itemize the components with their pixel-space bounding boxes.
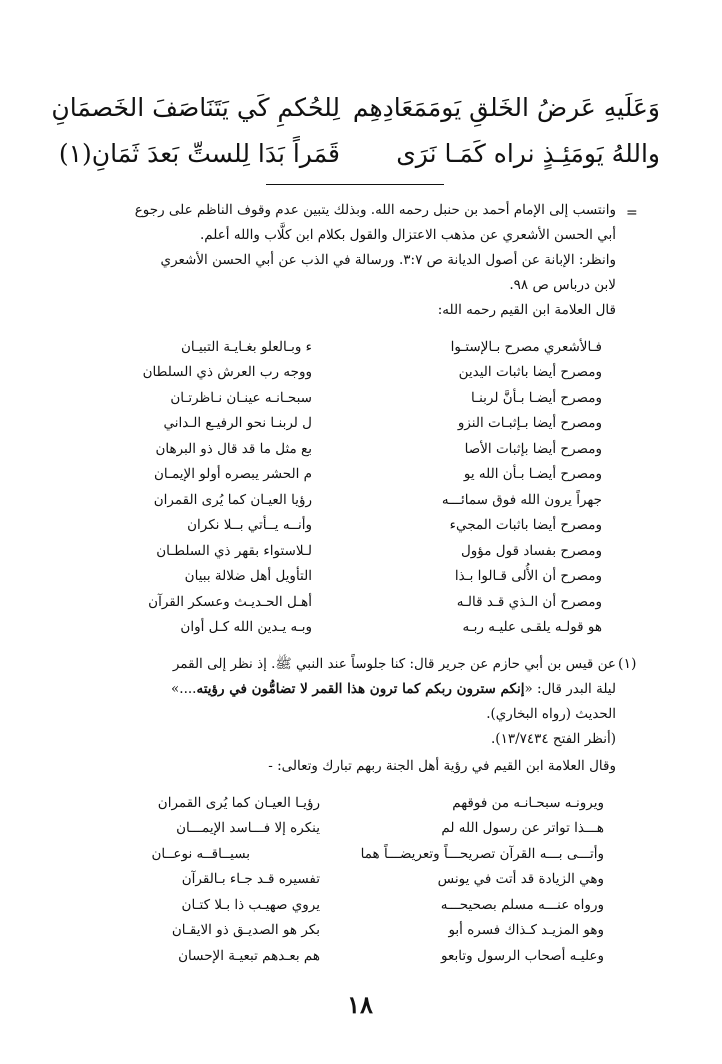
couplet — [100, 816, 604, 842]
couplet-first: ومصرح أيضـا بـأنَّ لربنـا — [471, 389, 602, 406]
couplet-first: فـالأشعري مصرح بـالإستـوا — [450, 338, 602, 355]
poem-ibn-qayyim-1 — [92, 334, 602, 640]
footnote-hadith-line — [76, 677, 616, 702]
couplet-second: رؤيا العيـان كما يُرى القمران — [153, 491, 312, 508]
couplet — [100, 943, 604, 969]
footnote-separator — [266, 184, 444, 185]
couplet-first: وهو المزيـد كـذاك فسره أبو — [448, 922, 604, 939]
couplet — [92, 436, 602, 462]
couplet-second: بسيــاقــه نوعــان — [151, 845, 250, 862]
hadith-quote-end: ....» — [171, 681, 197, 697]
footnote-line: لابن درباس ص ٩٨. — [509, 277, 616, 293]
footnote-line: وقال العلامة ابن القيم في رؤية أهل الجنة ربهم تبارك وتعالى: - — [268, 758, 616, 774]
footnote-line: قال العلامة ابن القيم رحمه الله: — [437, 302, 616, 318]
footnote-continuation-mark: = — [626, 205, 638, 221]
couplet — [92, 538, 602, 564]
couplet — [92, 564, 602, 590]
couplet-second: بع مثل ما قد قال ذو البرهان — [155, 440, 312, 457]
couplet — [100, 867, 604, 893]
couplet — [92, 411, 602, 437]
main-poem — [51, 84, 660, 176]
couplet-first: ومصرح أيضا بإثبات الأصا — [464, 440, 602, 457]
couplet — [92, 615, 602, 641]
footnote-continued — [76, 198, 616, 323]
footnote-line: أبي الحسن الأشعري عن مذهب الاعتزال والقول بكلام ابن كلَّاب والله أعلم. — [199, 227, 616, 243]
couplet-first: ومصرح أن الـذي قـد قالـه — [456, 593, 602, 610]
couplet-second: ينكره إلا فـــاسد الإيمـــان — [176, 820, 320, 837]
verse-first-hemistich: واللهُ يَومَئِـذٍ نراه كَمَـا نَرَى — [396, 138, 660, 168]
verse-second-hemistich: قَمَراً بَدَا لِلستِّ بَعدَ ثَمَانِ(١) — [58, 138, 340, 168]
page-number: ١٨ — [347, 990, 373, 1019]
couplet-second: وبـه يـدين الله كـل أوان — [180, 619, 312, 636]
couplet-first: ومصرح أيضا باثبات اليدين — [458, 364, 602, 381]
couplet — [100, 892, 604, 918]
couplet-second: وأنــه يــأتي بــلا نكران — [187, 517, 312, 534]
couplet-second: يروي صهيـب ذا بـلا كتـان — [181, 896, 320, 913]
couplet-first: ويرونـه سبحـانـه من فوقهم — [452, 794, 604, 811]
poem-ibn-qayyim-2 — [100, 790, 604, 969]
couplet — [92, 334, 602, 360]
verse-second-hemistich: لِلحُكمِ كَي يَتَنَاصَفَ الخَصمَانِ — [51, 92, 340, 122]
footnote-line: وانتسب إلى الإمام أحمد بن حنبل رحمه الله. وبذلك يتبين عدم وقوف الناظم على رجوع — [134, 202, 616, 218]
hadith-quote: إنكم سترون ربكم كما ترون هذا القمر لا تضامُّون في رؤيته — [196, 681, 525, 697]
couplet — [92, 487, 602, 513]
couplet-first: هـــذا تواتر عن رسول الله لم — [441, 820, 604, 837]
couplet-first: وهي الزيادة قد أتت في يونس — [437, 871, 604, 888]
main-verse — [60, 130, 660, 176]
couplet-first: ومصرح أيضا بـإثبـات النزو — [457, 415, 602, 432]
couplet-first: هو قولـه يلقـى عليـه ربـه — [462, 619, 602, 636]
couplet — [92, 462, 602, 488]
footnote-line: الحديث (رواه البخاري). — [486, 706, 616, 722]
couplet-second: تفسيره قـد جـاء بـالقرآن — [181, 871, 320, 888]
couplet — [92, 589, 602, 615]
couplet-second: أهـل الحـديـث وعسكر القرآن — [148, 593, 312, 610]
footnote-line: عن قيس بن أبي حازم عن جرير قال: كنا جلوساً عند النبي ﷺ. إذ نظر إلى القمر — [172, 656, 616, 672]
couplet — [100, 918, 604, 944]
couplet-first: ومصرح أن الأُلى قـالوا بـذا — [454, 568, 602, 585]
couplet-second: سبحـانـه عينـان نـاظرتـان — [170, 389, 312, 406]
main-verse — [51, 84, 660, 130]
couplet-second: م الحشر يبصره أولو الإيمـان — [153, 466, 312, 483]
verse-first-hemistich: وَعَلَيهِ عَرضُ الخَلقِ يَومَمَعَادِهِم — [352, 92, 660, 122]
couplet — [92, 360, 602, 386]
couplet-first: ومصرح أيضا باثبات المجيء — [449, 517, 602, 534]
couplet-first: ورواه عنـــه مسلم بصحيحـــه — [440, 896, 604, 913]
couplet-first: ومصرح أيضـا بـأن الله يو — [463, 466, 602, 483]
footnote-1 — [76, 652, 616, 779]
couplet — [92, 513, 602, 539]
couplet-second: التأويل أهل ضلالة ببيان — [184, 568, 312, 585]
couplet-second: هم بعـدهم تبعيـة الإحسان — [178, 947, 320, 964]
couplet — [100, 790, 604, 816]
couplet-second: رؤيـا العيـان كما يُرى القمران — [157, 794, 320, 811]
footnote-line: (أنظر الفتح ١٣/٧٤٣٤). — [491, 731, 616, 747]
couplet-first: وعليـه أصحاب الرسول وتابعو — [441, 947, 604, 964]
hadith-intro: ليلة البدر قال: « — [524, 681, 616, 697]
couplet-second: ووجه رب العرش ذي السلطان — [142, 364, 312, 381]
couplet-second: ل لربنـا نحو الرفيـع الـداني — [163, 415, 312, 432]
couplet-second: ء وبـالعلو بغـايـة التبيـان — [181, 338, 312, 355]
couplet-first: وأتـــى بـــه القرآن تصريحـــاً وتعريضـــاً هما — [360, 845, 604, 862]
couplet — [92, 385, 602, 411]
couplet — [100, 841, 604, 867]
couplet-second: بكر هو الصديـق ذو الايقـان — [171, 922, 320, 939]
couplet-second: لـلاستواء بقهر ذي السلطـان — [156, 542, 312, 559]
footnote-line: وانظر: الإبانة عن أصول الديانة ص ٣:٧. ورسالة في الذب عن أبي الحسن الأشعري — [160, 252, 616, 268]
footnote-number: (١) — [618, 656, 637, 672]
couplet-first: جهراً يرون الله فوق سمائـــه — [441, 491, 602, 508]
couplet-first: ومصرح بفساد قول مؤول — [460, 542, 602, 559]
